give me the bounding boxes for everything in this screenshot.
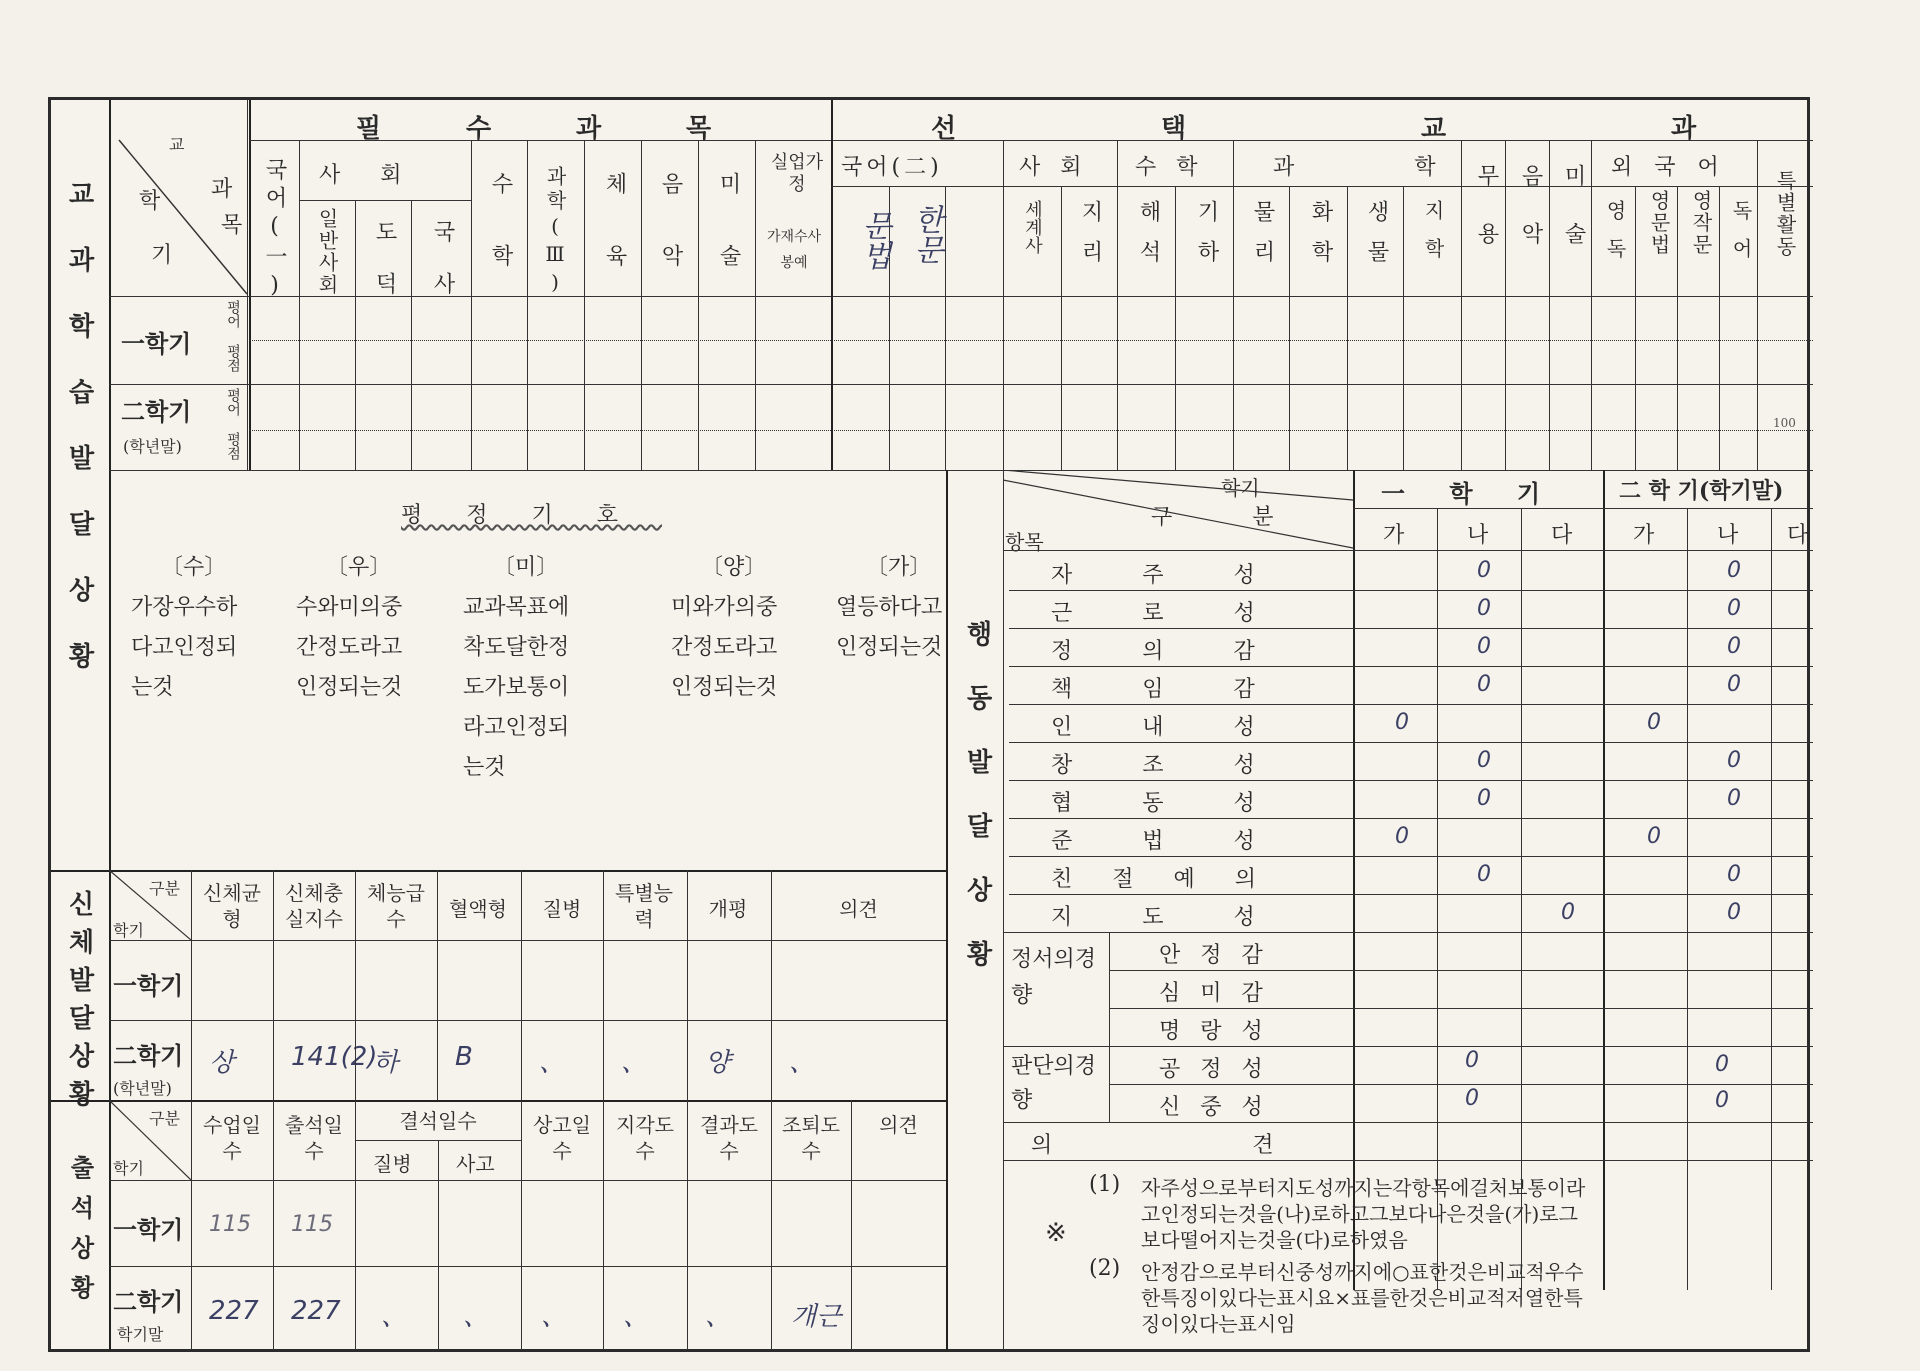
eval-mark-u: 〔우〕 <box>326 555 392 580</box>
grade-row-term2-sub: (학년말) <box>123 437 182 456</box>
subject-korean1: 국어(一) <box>262 158 287 304</box>
elective-foreign: 외국어 <box>1611 155 1741 180</box>
attendance-value: 227 <box>291 1296 341 1326</box>
physical-corner-category: 구분 <box>149 879 180 898</box>
evaluation-columns <box>131 550 991 890</box>
sub-cheerful: 명랑성 <box>1159 1019 1283 1044</box>
sub-stability: 안정감 <box>1159 943 1283 968</box>
eval-line: 는것 <box>463 755 506 780</box>
eval-line: 인정되는것 <box>296 675 403 700</box>
attendance-corner-category: 구분 <box>149 1109 180 1128</box>
record-sheet <box>48 97 1810 1352</box>
behavior-mark: 0 <box>1477 596 1491 621</box>
attendance-row-term2: 二학기 <box>113 1287 184 1316</box>
physical-header: 신체충실지수 <box>285 881 343 931</box>
handwritten-classical-chinese: 한문 <box>908 204 943 264</box>
mark-fairness-2: 0 <box>1715 1052 1729 1077</box>
attendance-value: 、 <box>623 1302 650 1332</box>
attendance-value: 개근 <box>791 1302 842 1332</box>
behavior-mark: 0 <box>1561 900 1575 925</box>
physical-value: 、 <box>789 1048 816 1078</box>
elective-dance: 무용 <box>1474 164 1499 280</box>
subject-vocational: 실업가정 <box>770 152 824 195</box>
physical-row-term2-sub: (학년말) <box>113 1079 172 1098</box>
behavior-term1: 一 학 기 <box>1381 479 1559 508</box>
subject-general-social: 일반사회 <box>315 208 339 296</box>
eval-line: 간정도라고 <box>296 635 403 660</box>
elective-chemistry: 화학 <box>1308 200 1333 280</box>
required-title-1: 필 <box>356 114 382 144</box>
elective-title-2: 택 <box>1161 114 1187 144</box>
corner-label-top: 교 <box>169 135 185 154</box>
eval-line: 간정도라고 <box>671 635 778 660</box>
elective-analysis: 해석 <box>1136 200 1161 280</box>
eval-line: 라고인정되 <box>463 715 570 740</box>
behavior-opinion: 의견 <box>1031 1133 1474 1158</box>
elective-geography: 지리 <box>1078 200 1103 280</box>
mark-prudence-2: 0 <box>1715 1088 1729 1113</box>
elective-title-3: 교 <box>1421 114 1447 144</box>
behavior-item-label: 지도성 <box>1051 905 1325 930</box>
subject-vocational-sub: 가재수사봉예 <box>766 229 822 271</box>
note1-number: (1) <box>1089 1172 1121 1197</box>
elective-art: 미술 <box>1561 164 1586 280</box>
elective-korean2: 국어(二) <box>841 155 943 180</box>
behavior-mark: 0 <box>1647 824 1661 849</box>
eval-line: 열등하다고 <box>836 595 943 620</box>
grade-na-1: 나 <box>1467 523 1489 548</box>
eval-mark-su: 〔수〕 <box>161 555 227 580</box>
grade-side-label-2: 평어 평점 <box>225 388 241 460</box>
note2-number: (2) <box>1089 1256 1121 1281</box>
elective-german: 독어 <box>1729 200 1753 276</box>
attendance-row-term2-sub: 학기말 <box>117 1325 164 1344</box>
attendance-value: 、 <box>381 1302 408 1332</box>
elective-english-composition: 영작문 <box>1689 190 1713 256</box>
note1-line2: 고인정되는것을(나)로하고그보다나은것을(가)로그 <box>1141 1202 1578 1226</box>
eval-line: 미와가의중 <box>671 595 778 620</box>
physical-value: 141(2) <box>291 1042 378 1072</box>
behavior-mark: 0 <box>1727 672 1741 697</box>
corner-label-right: 과 <box>211 177 233 202</box>
behavior-corner-category: 구분 <box>1151 505 1354 530</box>
attendance-value: 、 <box>541 1302 568 1332</box>
section-behavior-title: 행동발달상황 <box>962 620 992 1004</box>
physical-value: B <box>455 1042 473 1072</box>
attendance-row-term1: 一학기 <box>113 1215 184 1244</box>
behavior-mark: 0 <box>1477 862 1491 887</box>
elective-science: 과학 <box>1273 155 1556 180</box>
attendance-header: 출석일수 <box>285 1113 343 1163</box>
elective-world-history: 세계사 <box>1022 200 1043 254</box>
behavior-corner-item: 항목 <box>1005 530 1044 554</box>
notes-symbol: ※ <box>1045 1218 1067 1248</box>
group-judgment: 판단의경향 <box>1011 1054 1097 1113</box>
behavior-mark: 0 <box>1477 672 1491 697</box>
attendance-value: 115 <box>209 1212 251 1237</box>
corner-label-left2: 기 <box>151 243 173 268</box>
eval-line: 도가보통이 <box>463 675 570 700</box>
section-attendance-title: 출석상황 <box>66 1155 95 1315</box>
physical-header: 특별능력 <box>615 881 673 931</box>
physical-value: 상 <box>209 1048 235 1078</box>
grade-da-1: 다 <box>1551 523 1573 548</box>
behavior-item-label: 창조성 <box>1051 753 1325 778</box>
group-emotion: 정서의경향 <box>1011 947 1097 1008</box>
behavior-mark: 0 <box>1727 558 1741 583</box>
attendance-value: 227 <box>209 1296 259 1326</box>
behavior-item-label: 책임감 <box>1051 677 1325 702</box>
subject-korean-history: 국사 <box>430 220 455 324</box>
handwritten-grammar: 문법 <box>856 210 891 270</box>
attendance-header: 의견 <box>879 1113 918 1137</box>
elective-title-1: 선 <box>931 114 957 144</box>
physical-value: 、 <box>621 1048 648 1078</box>
physical-row-term2: 二학기 <box>113 1041 184 1070</box>
attendance-absence-sub: 질병 <box>373 1152 412 1176</box>
behavior-mark: 0 <box>1477 786 1491 811</box>
behavior-mark: 0 <box>1727 786 1741 811</box>
physical-header: 체능급수 <box>367 881 425 931</box>
subject-art: 미술 <box>716 172 741 316</box>
physical-header: 질병 <box>542 897 582 921</box>
eval-line: 교과목표에 <box>463 595 570 620</box>
behavior-mark: 0 <box>1477 748 1491 773</box>
elective-geometry: 기하 <box>1194 200 1219 280</box>
physical-header: 신체균형 <box>203 881 261 931</box>
behavior-mark: 0 <box>1727 596 1741 621</box>
eval-mark-mi: 〔미〕 <box>493 555 559 580</box>
grade-da-2: 다 <box>1787 523 1809 548</box>
physical-row-term1: 一학기 <box>113 971 184 1000</box>
mark-prudence-1: 0 <box>1465 1086 1479 1111</box>
note2-line1: 안정감으로부터신중성까지에○표한것은비교적우수 <box>1141 1260 1584 1284</box>
eval-line: 다고인정되 <box>131 635 238 660</box>
section-academic-title: 교과학습발달상황 <box>64 180 94 708</box>
note2-line3: 징이있다는표시임 <box>1141 1312 1296 1336</box>
behavior-item-label: 자주성 <box>1051 563 1325 588</box>
grade-row-term1: 一학기 <box>121 329 192 358</box>
grade-ga-1: 가 <box>1383 523 1405 548</box>
eval-mark-ga: 〔가〕 <box>866 555 932 580</box>
corner-label-left: 학 <box>139 189 161 214</box>
physical-header: 개평 <box>708 897 748 921</box>
eval-line: 착도달한정 <box>463 635 570 660</box>
attendance-header: 지각도수 <box>616 1113 674 1163</box>
subject-social-group: 사회 <box>319 163 442 188</box>
physical-value: 양 <box>705 1048 731 1078</box>
behavior-mark: 0 <box>1395 710 1409 735</box>
eval-mark-yang: 〔양〕 <box>701 555 767 580</box>
elective-english-grammar: 영문법 <box>1647 190 1671 256</box>
subject-math: 수학 <box>488 172 513 316</box>
physical-value: 、 <box>539 1048 566 1078</box>
grade-side-label-1: 평어 평점 <box>225 300 241 372</box>
elective-social: 사회 <box>1019 155 1102 180</box>
behavior-item-label: 인내성 <box>1051 715 1325 740</box>
behavior-mark: 0 <box>1727 634 1741 659</box>
physical-header: 혈액형 <box>449 897 507 921</box>
sub-aesthetic: 심미감 <box>1159 981 1283 1006</box>
behavior-mark: 0 <box>1395 824 1409 849</box>
eval-line: 인정되는것 <box>836 635 943 660</box>
required-title-4: 목 <box>686 114 712 144</box>
behavior-mark: 0 <box>1647 710 1661 735</box>
attendance-value: 115 <box>291 1212 333 1237</box>
attendance-value: 、 <box>705 1302 732 1332</box>
physical-corner-term: 학기 <box>113 921 144 940</box>
attendance-header: 결과도수 <box>700 1113 758 1163</box>
note2-line2: 한특징이있다는표시요×표를한것은비교적저열한특 <box>1141 1286 1583 1310</box>
required-title-2: 수 <box>466 114 492 144</box>
behavior-mark: 0 <box>1477 558 1491 583</box>
behavior-item-label: 친절예의 <box>1051 867 1297 892</box>
subject-pe: 체육 <box>602 172 627 316</box>
elective-physics: 물리 <box>1250 200 1275 280</box>
behavior-item-label: 근로성 <box>1051 601 1325 626</box>
stray-number: 100 <box>1773 416 1796 430</box>
eval-line: 가장우수하 <box>131 595 238 620</box>
eval-line: 는것 <box>131 675 174 700</box>
behavior-mark: 0 <box>1727 862 1741 887</box>
behavior-term2: 二 학 기(학기말) <box>1619 478 1784 504</box>
attendance-header: 조퇴도수 <box>782 1113 840 1163</box>
required-title-3: 과 <box>576 114 602 144</box>
subject-music: 음악 <box>658 172 683 316</box>
behavior-mark: 0 <box>1477 634 1491 659</box>
grade-row-term2: 二학기 <box>121 397 192 426</box>
grade-na-2: 나 <box>1717 523 1739 548</box>
elective-earth-science: 지학 <box>1421 200 1445 276</box>
notes <box>1011 1168 1811 1348</box>
elective-math: 수학 <box>1135 155 1218 180</box>
sub-fairness: 공정성 <box>1159 1057 1283 1082</box>
elective-title-4: 과 <box>1671 114 1697 144</box>
behavior-mark: 0 <box>1727 748 1741 773</box>
attendance-value: 、 <box>463 1302 490 1332</box>
sub-prudence: 신중성 <box>1159 1095 1283 1120</box>
attendance-header: 결석일수 <box>399 1109 477 1133</box>
subject-science3: 과학(Ⅲ) <box>543 166 567 298</box>
eval-line: 인정되는것 <box>671 675 778 700</box>
attendance-absence-sub: 사고 <box>456 1152 495 1176</box>
corner-label-right2: 목 <box>221 213 243 238</box>
physical-value: 하 <box>373 1048 399 1078</box>
note1-line1: 자주성으로부터지도성까지는각항목에걸처보통이라 <box>1141 1176 1586 1200</box>
behavior-item-label: 준법성 <box>1051 829 1325 854</box>
behavior-mark: 0 <box>1727 900 1741 925</box>
behavior-corner-term: 학기 <box>1221 476 1260 500</box>
note1-line3: 보다떨어지는것을(다)로하였음 <box>1141 1228 1408 1252</box>
grade-ga-2: 가 <box>1633 523 1655 548</box>
elective-biology: 생물 <box>1364 200 1389 280</box>
eval-line: 수와미의중 <box>296 595 403 620</box>
behavior-item-label: 협동성 <box>1051 791 1325 816</box>
elective-special-activities: 특별활동 <box>1773 170 1797 258</box>
attendance-corner-term: 학기 <box>113 1159 144 1178</box>
elective-music: 음악 <box>1518 164 1543 280</box>
section-physical-title: 신체발달상황 <box>64 890 94 1118</box>
attendance-header: 상고일수 <box>533 1113 591 1163</box>
mark-fairness-1: 0 <box>1465 1048 1479 1073</box>
evaluation-title: 평정기호 <box>401 503 663 528</box>
behavior-item-label: 정의감 <box>1051 639 1325 664</box>
attendance-header: 수업일수 <box>203 1113 261 1163</box>
elective-english-reading: 영독 <box>1603 200 1627 276</box>
physical-header: 의견 <box>839 897 878 921</box>
subject-ethics: 도덕 <box>372 220 397 324</box>
